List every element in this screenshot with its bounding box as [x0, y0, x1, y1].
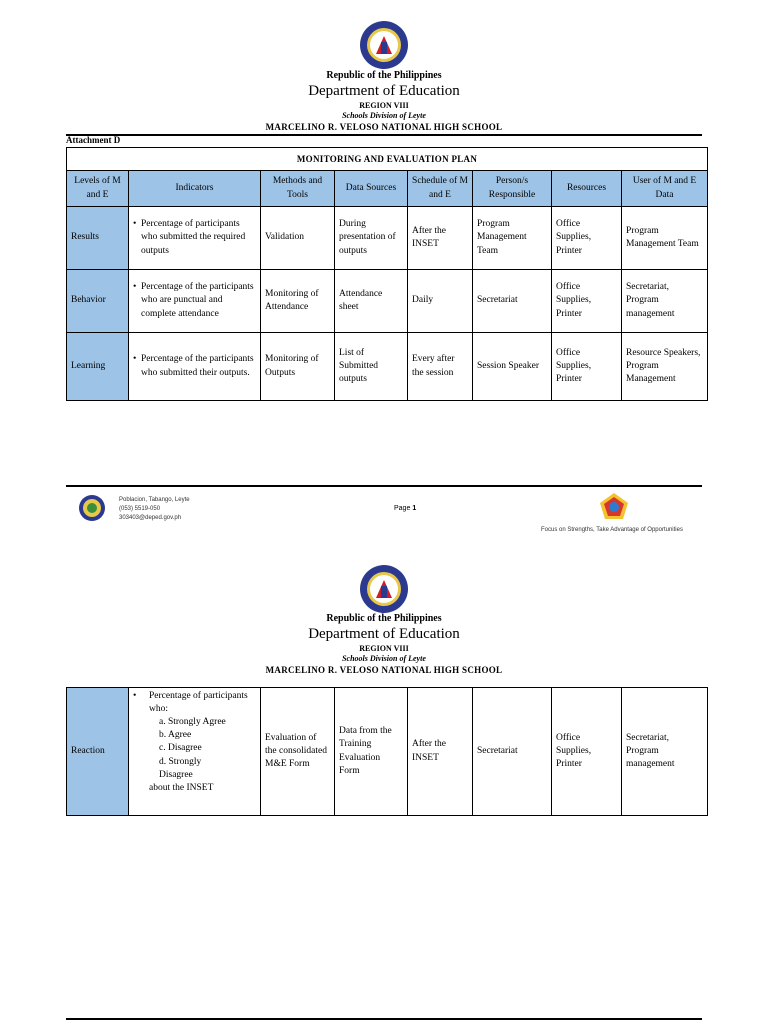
persons-cell: Session Speaker	[473, 333, 552, 401]
users-cell: Secretariat, Program management	[622, 270, 708, 333]
col-header-schedule: Schedule of M and E	[408, 171, 473, 207]
deped-seal-logo	[359, 20, 409, 70]
indicator-cell: • Percentage of participants who: a. Strongly Agree b. Agree c. Disagree d. Strongly Disagree about the INSET	[129, 688, 261, 816]
col-header-indicators: Indicators	[129, 171, 261, 207]
methods-cell: Evaluation of the consolidated M&E Form	[261, 688, 335, 816]
letterhead-page1	[0, 0, 768, 136]
level-cell: Learning	[67, 333, 129, 401]
region-label: REGION VIII	[359, 644, 409, 653]
republic-label: Republic of the Philippines	[326, 70, 442, 81]
option-item: c. Disagree	[159, 743, 202, 754]
col-header-resources: Resources	[552, 171, 622, 207]
option-item: a. Strongly Agree	[159, 717, 226, 728]
division-label: Schools Division of Leyte	[342, 111, 426, 120]
header-divider	[66, 134, 702, 136]
me-plan-table-continued	[66, 687, 708, 816]
department-title: Department of Education	[308, 83, 460, 99]
methods-cell: Validation	[261, 207, 335, 270]
indicator-intro: Percentage of participants who:	[149, 691, 248, 715]
col-header-persons: Person/s Responsible	[473, 171, 552, 207]
response-options-list	[133, 716, 256, 782]
indicator-outro: about the INSET	[149, 782, 214, 793]
table-row	[67, 688, 708, 816]
page-indicator	[394, 505, 416, 512]
col-header-users: User of M and E Data	[622, 171, 708, 207]
division-label: Schools Division of Leyte	[342, 654, 426, 663]
users-cell: Secretariat, Program management	[622, 688, 708, 816]
indicator-text: Percentage of the participants who are punctual and complete attendance	[141, 282, 254, 319]
footer-divider	[66, 485, 702, 487]
option-item: d. Strongly Disagree	[159, 756, 202, 780]
indicator-cell: • Percentage of participants who submitted the required outputs	[129, 207, 261, 270]
option-item: b. Agree	[159, 730, 192, 741]
users-cell: Resource Speakers, Program Management	[622, 333, 708, 401]
level-cell: Reaction	[67, 688, 129, 816]
resources-cell: Office Supplies, Printer	[552, 207, 622, 270]
indicator-text: Percentage of the participants who submitted their outputs.	[141, 354, 254, 378]
table-row	[67, 207, 708, 270]
schedule-cell: Daily	[408, 270, 473, 333]
sources-cell: List of Submitted outputs	[335, 333, 408, 401]
sources-cell: During presentation of outputs	[335, 207, 408, 270]
school-name: MARCELINO R. VELOSO NATIONAL HIGH SCHOOL	[265, 665, 503, 675]
region-label: REGION VIII	[359, 101, 409, 110]
indicator-cell: • Percentage of the participants who are punctual and complete attendance	[129, 270, 261, 333]
footer-contact	[119, 496, 190, 523]
footer-address: Poblacion, Tabango, Leyte	[119, 497, 190, 503]
footer-phone: (053) 5519-050	[119, 506, 161, 512]
footer-email: 303403@deped.gov.ph	[119, 515, 182, 521]
page-label: Page	[394, 505, 411, 512]
level-cell: Results	[67, 207, 129, 270]
republic-label: Republic of the Philippines	[326, 613, 442, 624]
methods-cell: Monitoring of Attendance	[261, 270, 335, 333]
resources-cell: Office Supplies, Printer	[552, 333, 622, 401]
attachment-label: Attachment D	[66, 135, 121, 145]
school-name: MARCELINO R. VELOSO NATIONAL HIGH SCHOOL	[265, 122, 503, 132]
persons-cell: Secretariat	[473, 688, 552, 816]
schedule-cell: Every after the session	[408, 333, 473, 401]
page-number: 1	[412, 505, 417, 512]
persons-cell: Secretariat	[473, 270, 552, 333]
focus-logo	[597, 491, 631, 521]
resources-cell: Office Supplies, Printer	[552, 688, 622, 816]
table-header-row	[67, 171, 708, 207]
col-header-levels: Levels of M and E	[67, 171, 129, 207]
table-row	[67, 270, 708, 333]
methods-cell: Monitoring of Outputs	[261, 333, 335, 401]
department-title: Department of Education	[308, 626, 460, 642]
deped-seal-logo	[359, 564, 409, 614]
users-cell: Program Management Team	[622, 207, 708, 270]
indicator-cell: • Percentage of the participants who submitted their outputs.	[129, 333, 261, 401]
level-cell: Behavior	[67, 270, 129, 333]
persons-cell: Program Management Team	[473, 207, 552, 270]
sources-cell: Data from the Training Evaluation Form	[335, 688, 408, 816]
footer-divider	[66, 1018, 702, 1020]
letterhead-page2	[0, 560, 768, 680]
col-header-sources: Data Sources	[335, 171, 408, 207]
school-seal-logo	[78, 494, 106, 522]
indicator-text: Percentage of participants who submitted the required outputs	[141, 219, 246, 256]
me-plan-table	[66, 147, 708, 401]
schedule-cell: After the INSET	[408, 688, 473, 816]
schedule-cell: After the INSET	[408, 207, 473, 270]
sources-cell: Attendance sheet	[335, 270, 408, 333]
table-title: MONITORING AND EVALUATION PLAN	[67, 148, 708, 171]
footer-tagline: Focus on Strengths, Take Advantage of Opportunities	[541, 527, 683, 533]
col-header-methods: Methods and Tools	[261, 171, 335, 207]
resources-cell: Office Supplies, Printer	[552, 270, 622, 333]
table-row	[67, 333, 708, 401]
